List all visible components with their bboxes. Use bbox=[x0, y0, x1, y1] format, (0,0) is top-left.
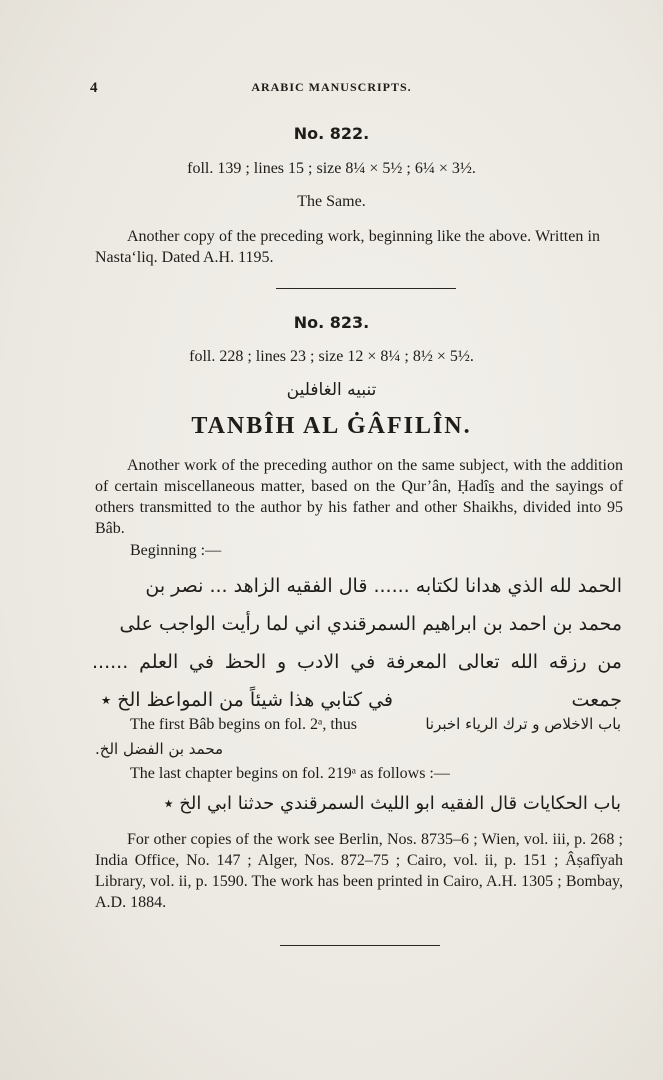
running-title: ARABIC MANUSCRIPTS. bbox=[251, 80, 412, 94]
entry-823-arabic-title: تنبيه الغافلين bbox=[286, 380, 377, 400]
first-bab-arabic: باب الاخلاص و ترك الرياء اخبرنا bbox=[425, 715, 621, 733]
section-divider bbox=[276, 288, 456, 289]
last-chapter-text: The last chapter begins on fol. 219ᵃ as follows :— bbox=[130, 765, 450, 782]
beginning-arabic-line-1: الحمد لله الذي هدانا لكتابه ...... قال الفقيه الزاهد ... نصر بن bbox=[145, 575, 622, 597]
beginning-arabic-line-2: محمد بن احمد بن ابراهيم السمرقندي اني لما رأيت الواجب على bbox=[119, 613, 622, 635]
end-divider bbox=[280, 945, 440, 946]
first-bab-arabic-continued: محمد بن الفضل الخ. bbox=[95, 740, 224, 758]
entry-822-description: Another copy of the preceding work, beginning like the above. Written in Nasta‘liq. Dated A.H. 1195. bbox=[95, 228, 600, 266]
beginning-arabic-line-3: من رزقه الله تعالى المعرفة في الادب و الحظ في العلم ...... جمعت bbox=[92, 651, 622, 711]
entry-823-description: Another work of the preceding author on the same subject, with the addition of certain miscellaneous matter, based on the Qur’ân, Ḥadîs̱ and the sayings of others transmitted to the author by his father and other Shaikhs, divided into 95 Bâb. bbox=[95, 457, 623, 537]
entry-823-meta: foll. 228 ; lines 23 ; size 12 × 8¼ ; 8½ × 5½. bbox=[189, 348, 474, 365]
last-chapter-arabic: باب الحكايات قال الفقيه ابو الليث السمرقندي حدثنا ابي الخ ٭ bbox=[163, 793, 621, 814]
entry-822-meta: foll. 139 ; lines 15 ; size 8¼ × 5½ ; 6¼ × 3½. bbox=[187, 160, 476, 177]
entry-822-subtitle: The Same. bbox=[297, 193, 366, 210]
entry-822-number: No. 822. bbox=[293, 124, 370, 143]
other-copies-paragraph: For other copies of the work see Berlin, Nos. 8735–6 ; Wien, vol. iii, p. 268 ; India Office, No. 147 ; Alger, Nos. 872–75 ; Cairo, vol. ii, p. 151 ; Âṣafîyah Library, vol. ii, p. 1590. The work has been printed in Cairo, A.H. 1305 ; Bombay, A.D. 1884. bbox=[95, 831, 623, 911]
first-bab-text: The first Bâb begins on fol. 2ᵃ, thus bbox=[130, 716, 358, 733]
beginning-label: Beginning :— bbox=[130, 542, 222, 559]
entry-823-title: TANBÎH AL ĠÂFILÎN. bbox=[191, 413, 472, 439]
beginning-arabic-line-4: في كتابي هذا شيئاً من المواعظ الخ ٭ bbox=[100, 689, 393, 711]
page-number: 4 bbox=[90, 80, 98, 96]
entry-823-number: No. 823. bbox=[293, 313, 370, 332]
